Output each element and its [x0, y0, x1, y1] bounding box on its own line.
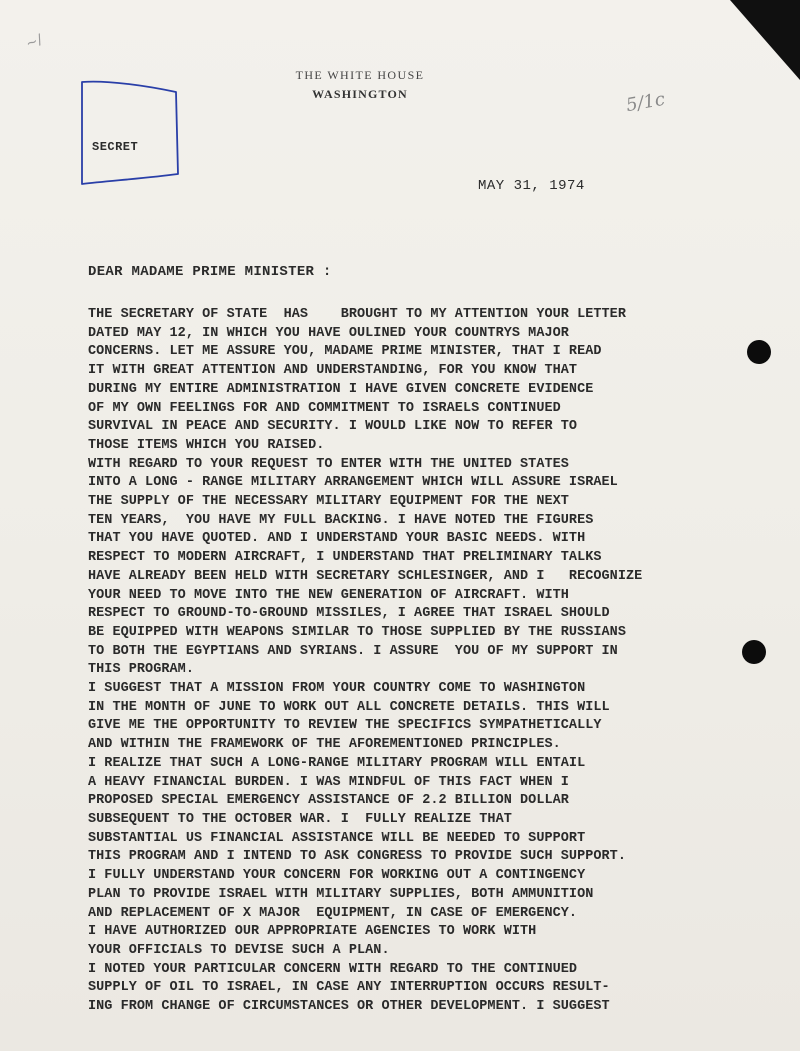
- body-line: DATED MAY 12, IN WHICH YOU HAVE OULINED YOUR COUNTRYS MAJOR: [88, 325, 569, 341]
- body-line: HAVE ALREADY BEEN HELD WITH SECRETARY SCHLESINGER, AND I RECOGNIZE: [88, 568, 643, 584]
- letterhead-city: WASHINGTON: [312, 87, 408, 101]
- body-line: THE SUPPLY OF THE NECESSARY MILITARY EQUIPMENT FOR THE NEXT: [88, 494, 569, 510]
- body-line: WITH REGARD TO YOUR REQUEST TO ENTER WITH THE UNITED STATES: [88, 456, 569, 472]
- body-line: THOSE ITEMS WHICH YOU RAISED.: [88, 437, 325, 453]
- body-line: I NOTED YOUR PARTICULAR CONCERN WITH REGARD TO THE CONTINUED: [88, 961, 578, 977]
- body-line: SURVIVAL IN PEACE AND SECURITY. I WOULD LIKE NOW TO REFER TO: [88, 419, 578, 435]
- classification-label: SECRET: [92, 140, 139, 154]
- body-line: I REALIZE THAT SUCH A LONG-RANGE MILITARY PROGRAM WILL ENTAIL: [88, 755, 586, 771]
- body-line: YOUR OFFICIALS TO DEVISE SUCH A PLAN.: [88, 942, 390, 958]
- body-line: TEN YEARS, YOU HAVE MY FULL BACKING. I HAVE NOTED THE FIGURES: [88, 512, 594, 528]
- letterhead-title: THE WHITE HOUSE: [295, 68, 425, 82]
- body-line: INTO A LONG - RANGE MILITARY ARRANGEMENT WHICH WILL ASSURE ISRAEL: [88, 475, 618, 491]
- body-line: RESPECT TO MODERN AIRCRAFT, I UNDERSTAND THAT PRELIMINARY TALKS: [88, 550, 602, 566]
- body-line: ING FROM CHANGE OF CIRCUMSTANCES OR OTHER DEVELOPMENT. I SUGGEST: [88, 999, 610, 1015]
- body-line: AND REPLACEMENT OF X MAJOR EQUIPMENT, IN CASE OF EMERGENCY.: [88, 905, 578, 921]
- body-line: CONCERNS. LET ME ASSURE YOU, MADAME PRIME MINISTER, THAT I READ: [88, 344, 602, 360]
- body-line: SUBSTANTIAL US FINANCIAL ASSISTANCE WILL BE NEEDED TO SUPPORT: [88, 830, 586, 846]
- body-line: A HEAVY FINANCIAL BURDEN. I WAS MINDFUL OF THIS FACT WHEN I: [88, 774, 569, 790]
- pen-drawn-box: [78, 78, 188, 193]
- body-line: TO BOTH THE EGYPTIANS AND SYRIANS. I ASSURE YOU OF MY SUPPORT IN: [88, 643, 618, 659]
- body-line: DURING MY ENTIRE ADMINISTRATION I HAVE GIVEN CONCRETE EVIDENCE: [88, 381, 594, 397]
- salutation: DEAR MADAME PRIME MINISTER :: [88, 264, 332, 280]
- body-line: OF MY OWN FEELINGS FOR AND COMMITMENT TO ISRAELS CONTINUED: [88, 400, 561, 416]
- letter-body: [88, 306, 798, 1017]
- body-line: AND WITHIN THE FRAMEWORK OF THE AFOREMENTIONED PRINCIPLES.: [88, 737, 561, 753]
- letterhead: [270, 68, 450, 102]
- body-line: IT WITH GREAT ATTENTION AND UNDERSTANDING, FOR YOU KNOW THAT: [88, 363, 578, 379]
- body-line: THIS PROGRAM AND I INTEND TO ASK CONGRESS TO PROVIDE SUCH SUPPORT.: [88, 849, 626, 865]
- body-line: RESPECT TO GROUND-TO-GROUND MISSILES, I AGREE THAT ISRAEL SHOULD: [88, 606, 610, 622]
- torn-corner: [730, 0, 800, 80]
- body-line: PROPOSED SPECIAL EMERGENCY ASSISTANCE OF 2.2 BILLION DOLLAR: [88, 793, 569, 809]
- classification-stamp: [78, 78, 178, 183]
- body-line: SUPPLY OF OIL TO ISRAEL, IN CASE ANY INTERRUPTION OCCURS RESULT-: [88, 980, 610, 996]
- body-line: THE SECRETARY OF STATE HAS BROUGHT TO MY ATTENTION YOUR LETTER: [88, 307, 626, 322]
- body-line: YOUR NEED TO MOVE INTO THE NEW GENERATION OF AIRCRAFT. WITH: [88, 587, 569, 603]
- letter-date: MAY 31, 1974: [478, 178, 585, 194]
- body-line: PLAN TO PROVIDE ISRAEL WITH MILITARY SUPPLIES, BOTH AMMUNITION: [88, 886, 594, 902]
- body-line: GIVE ME THE OPPORTUNITY TO REVIEW THE SPECIFICS SYMPATHETICALLY: [88, 718, 602, 734]
- body-line: THIS PROGRAM.: [88, 662, 194, 678]
- body-line: SUBSEQUENT TO THE OCTOBER WAR. I FULLY REALIZE THAT: [88, 811, 512, 827]
- body-line: I FULLY UNDERSTAND YOUR CONCERN FOR WORKING OUT A CONTINGENCY: [88, 868, 586, 884]
- body-line: I HAVE AUTHORIZED OUR APPROPRIATE AGENCIES TO WORK WITH: [88, 924, 537, 940]
- body-line: BE EQUIPPED WITH WEAPONS SIMILAR TO THOSE SUPPLIED BY THE RUSSIANS: [88, 624, 626, 640]
- handwritten-file-mark: 5/1c: [624, 88, 667, 117]
- body-line: I SUGGEST THAT A MISSION FROM YOUR COUNTRY COME TO WASHINGTON: [88, 681, 586, 697]
- body-line: THAT YOU HAVE QUOTED. AND I UNDERSTAND YOUR BASIC NEEDS. WITH: [88, 531, 586, 547]
- body-line: IN THE MONTH OF JUNE TO WORK OUT ALL CONCRETE DETAILS. THIS WILL: [88, 699, 610, 715]
- margin-pencil-mark: ~/: [23, 31, 45, 53]
